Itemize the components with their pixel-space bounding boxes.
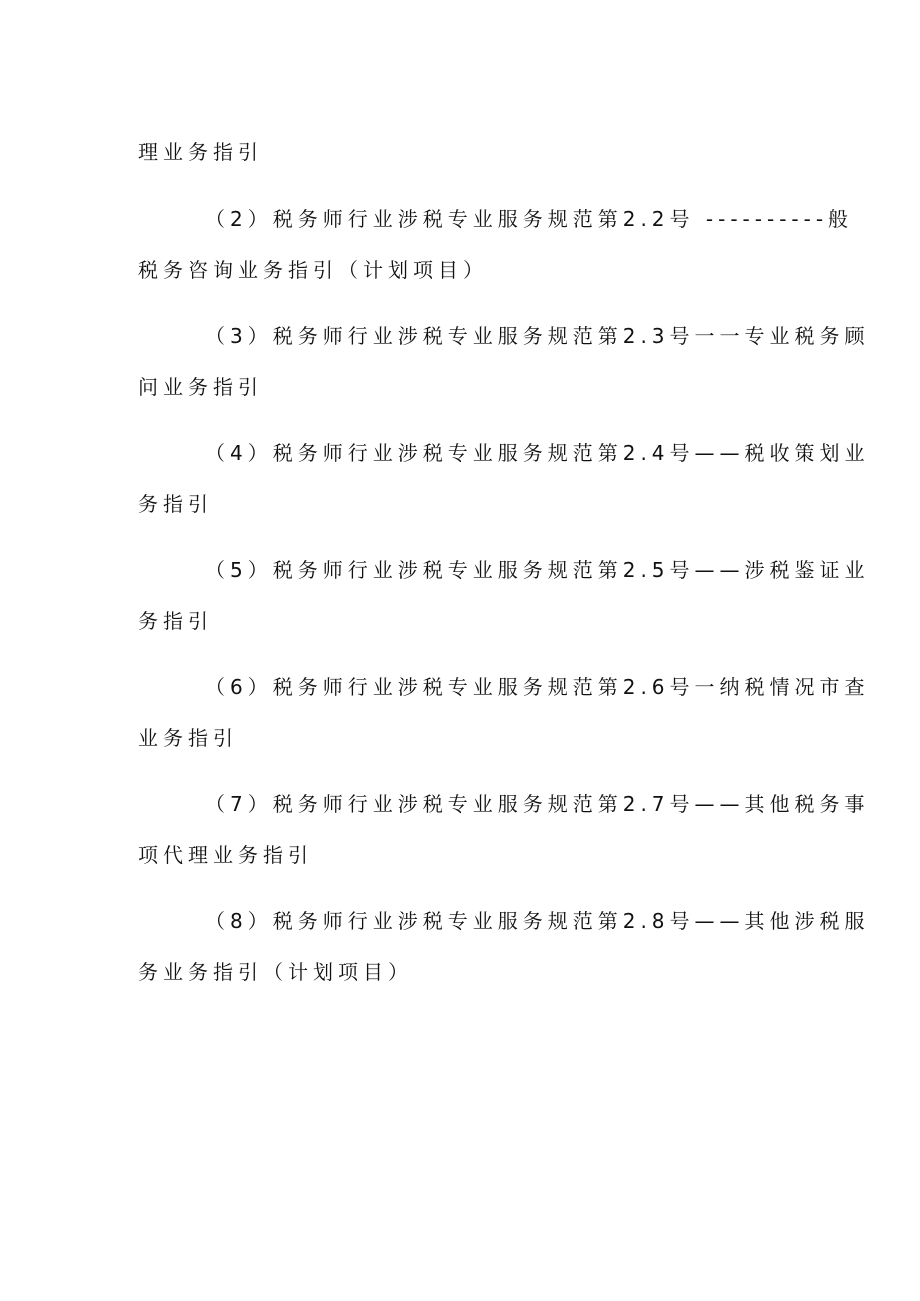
list-item-6-first-line: （6）税务师行业涉税专业服务规范第2.6号一纳税情况市查 <box>205 675 870 699</box>
list-item-4-first-line: （4）税务师行业涉税专业服务规范第2.4号——税收策划业 <box>205 441 870 465</box>
list-item-8-first-line: （8）税务师行业涉税专业服务规范第2.8号——其他涉税服 <box>205 909 870 933</box>
list-item-2-first-line: （2）税务师行业涉税专业服务规范第2.2号 ----------般 <box>205 207 854 231</box>
list-item-3-second-line: 问业务指引 <box>138 375 263 399</box>
list-item-8-second-line: 务业务指引（计划项目） <box>138 960 413 984</box>
list-item-5-first-line: （5）税务师行业涉税专业服务规范第2.5号——涉税鉴证业 <box>205 558 870 582</box>
list-item-6-second-line: 业务指引 <box>138 726 238 750</box>
list-item-7-second-line: 项代理业务指引 <box>138 843 313 867</box>
list-item-3-first-line: （3）税务师行业涉税专业服务规范第2.3号一一专业税务顾 <box>205 324 870 348</box>
list-item-2-second-line: 税务咨询业务指引（计划项目） <box>138 258 488 282</box>
text-line-continuation: 理业务指引 <box>138 140 263 164</box>
list-item-5-second-line: 务指引 <box>138 609 213 633</box>
list-item-7-first-line: （7）税务师行业涉税专业服务规范第2.7号——其他税务事 <box>205 792 870 816</box>
list-item-4-second-line: 务指引 <box>138 492 213 516</box>
